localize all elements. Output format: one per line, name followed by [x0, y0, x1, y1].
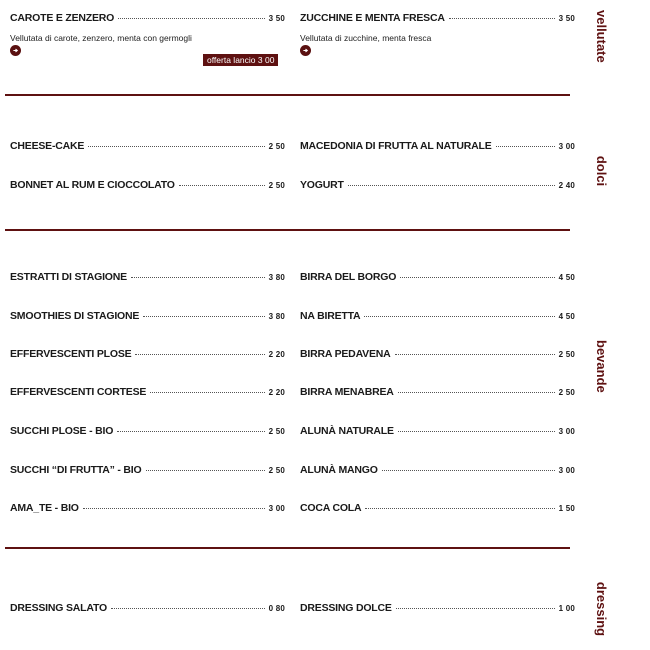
item-name: ALUNÀ MANGO: [300, 464, 378, 476]
item-price: 1 50: [558, 504, 575, 513]
item-price: 2 40: [558, 181, 575, 190]
item-name: NA BIRETTA: [300, 310, 361, 322]
dot-leader: [382, 470, 555, 471]
menu-item-cheese-cake: [10, 140, 285, 154]
menu-item-aluna-naturale: [300, 425, 575, 439]
menu-item-ama-te: [10, 502, 285, 516]
item-price: 3 00: [558, 142, 575, 151]
section-title-vellutate: vellutate: [594, 10, 609, 63]
item-name: BIRRA PEDAVENA: [300, 348, 391, 360]
item-name: ESTRATTI DI STAGIONE: [10, 271, 127, 283]
section-divider: [5, 229, 570, 231]
dot-leader: [111, 608, 265, 609]
item-price: 3 50: [558, 14, 575, 23]
item-description: Vellutata di zucchine, menta fresca: [300, 33, 432, 43]
dot-leader: [496, 146, 555, 147]
item-price: 2 50: [558, 350, 575, 359]
dot-leader: [143, 316, 264, 317]
section-title-dolci: dolci: [594, 155, 609, 187]
item-name: ALUNÀ NATURALE: [300, 425, 394, 437]
item-price: 2 50: [268, 427, 285, 436]
item-price: 4 50: [558, 273, 575, 282]
item-name: YOGURT: [300, 179, 344, 191]
item-name: BONNET AL RUM E CIOCCOLATO: [10, 179, 175, 191]
menu-item-macedonia: [300, 140, 575, 154]
item-name: DRESSING SALATO: [10, 602, 107, 614]
item-price: 3 80: [268, 273, 285, 282]
menu-item-succhi-di-frutta: [10, 464, 285, 478]
menu-item-bonnet: [10, 179, 285, 193]
item-name: SMOOTHIES DI STAGIONE: [10, 310, 140, 322]
menu-item-na-biretta: [300, 310, 575, 324]
item-name: AMA_TE - BIO: [10, 502, 79, 514]
item-price: 3 00: [558, 427, 575, 436]
item-price: 3 00: [558, 466, 575, 475]
item-price: 3 00: [268, 504, 285, 513]
menu-item-coca-cola: [300, 502, 575, 516]
dot-leader: [400, 277, 554, 278]
dot-leader: [88, 146, 264, 147]
dot-leader: [118, 18, 264, 19]
dot-leader: [117, 431, 264, 432]
item-price: 0 80: [268, 604, 285, 613]
item-price: 2 20: [268, 388, 285, 397]
dot-leader: [396, 608, 555, 609]
item-name: DRESSING DOLCE: [300, 602, 392, 614]
dot-leader: [83, 508, 265, 509]
menu-item-smoothies: [10, 310, 285, 324]
menu-item-effervescenti-cortese: [10, 386, 285, 400]
item-name: BIRRA MENABREA: [300, 386, 394, 398]
item-price: 4 50: [558, 312, 575, 321]
dot-leader: [146, 470, 265, 471]
dot-leader: [395, 354, 555, 355]
dot-leader: [398, 431, 555, 432]
item-price: 3 50: [268, 14, 285, 23]
dot-leader: [150, 392, 264, 393]
item-name: EFFERVESCENTI PLOSE: [10, 348, 132, 360]
dot-leader: [364, 316, 554, 317]
item-name: BIRRA DEL BORGO: [300, 271, 397, 283]
item-name: COCA COLA: [300, 502, 362, 514]
menu-item-carote-zenzero: [10, 12, 285, 26]
item-name: CHEESE-CAKE: [10, 140, 85, 152]
dot-leader: [348, 185, 555, 186]
item-price: 2 50: [268, 466, 285, 475]
item-name: ZUCCHINE E MENTA FRESCA: [300, 12, 445, 24]
item-name: EFFERVESCENTI CORTESE: [10, 386, 147, 398]
dot-leader: [398, 392, 555, 393]
item-price: 2 50: [268, 142, 285, 151]
arrow-circle-icon[interactable]: [10, 45, 21, 56]
section-divider: [5, 94, 570, 96]
menu-item-birra-pedavena: [300, 348, 575, 362]
item-price: 1 00: [558, 604, 575, 613]
menu-item-dressing-dolce: [300, 602, 575, 616]
arrow-circle-icon[interactable]: [300, 45, 311, 56]
item-name: MACEDONIA DI FRUTTA AL NATURALE: [300, 140, 492, 152]
dot-leader: [365, 508, 554, 509]
menu-item-dressing-salato: [10, 602, 285, 616]
menu-item-succhi-plose: [10, 425, 285, 439]
item-description: Vellutata di carote, zenzero, menta con germogli: [10, 33, 192, 43]
menu-item-birra-menabrea: [300, 386, 575, 400]
item-price: 2 20: [268, 350, 285, 359]
menu-item-yogurt: [300, 179, 575, 193]
item-name: SUCCHI PLOSE - BIO: [10, 425, 114, 437]
item-price: 2 50: [268, 181, 285, 190]
section-title-bevande: bevande: [594, 340, 609, 393]
menu-item-aluna-mango: [300, 464, 575, 478]
dot-leader: [135, 354, 264, 355]
menu-item-birra-del-borgo: [300, 271, 575, 285]
offer-badge: offerta lancio 3 00: [203, 54, 278, 66]
item-name: SUCCHI “DI FRUTTA” - BIO: [10, 464, 142, 476]
item-name: CAROTE E ZENZERO: [10, 12, 115, 24]
dot-leader: [131, 277, 265, 278]
item-price: 3 80: [268, 312, 285, 321]
section-title-dressing: dressing: [594, 581, 609, 637]
menu-item-zucchine-menta: [300, 12, 575, 26]
item-price: 2 50: [558, 388, 575, 397]
dot-leader: [179, 185, 265, 186]
menu-item-effervescenti-plose: [10, 348, 285, 362]
dot-leader: [449, 18, 555, 19]
menu-item-estratti: [10, 271, 285, 285]
section-divider: [5, 547, 570, 549]
